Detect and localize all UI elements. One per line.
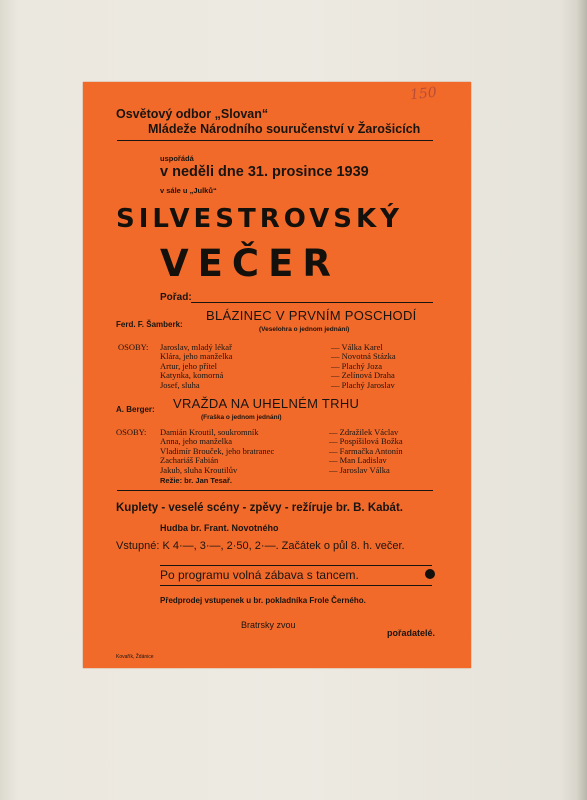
poster-title-line-2: VEČER: [160, 242, 340, 285]
organizer-line-2: Mládeže Národního souručenství v Žarošicích: [148, 122, 421, 136]
role-name: Jakub, sluha Kroutilův: [160, 464, 238, 475]
role-name: Klára, jeho manželka: [160, 351, 233, 362]
divider: [160, 585, 432, 586]
printer-credit: Kovařík, Ždánice: [116, 654, 154, 660]
play2-title: VRAŽDA NA UHELNÉM TRHU: [173, 396, 360, 411]
admission-line: Vstupné: K 4·—, 3·—, 2·50, 2·—. Začátek o půl 8. h. večer.: [116, 540, 405, 552]
divider: [191, 302, 433, 303]
event-poster: [83, 82, 471, 668]
play1-title: BLÁZINEC V PRVNÍM POSCHODÍ: [206, 308, 417, 323]
divider: [117, 140, 433, 141]
actor-name: — Novotná Stázka: [331, 351, 396, 362]
role-name: Vladimír Brouček, jeho bratranec: [160, 445, 275, 456]
signature: pořadatelé.: [387, 628, 436, 638]
program-label: Pořad:: [160, 292, 192, 303]
actor-name: — Zelínová Draha: [331, 370, 395, 381]
play2-director: Režie: br. Jan Tesař.: [160, 476, 232, 485]
play2-roles: [160, 428, 274, 475]
bullet-dot-icon: [425, 569, 435, 579]
actor-name: — Pospíšilová Božka: [329, 436, 403, 447]
kuplety-line: Kuplety - veselé scény - zpěvy - režíruje br. B. Kabát.: [116, 502, 403, 514]
organizer-line-1: Osvětový odbor „Slovan“: [116, 107, 269, 121]
play1-cast-label: OSOBY:: [118, 342, 149, 352]
actor-name: — Plachý Jaroslav: [331, 379, 395, 390]
role-name: Katynka, komorná: [160, 370, 224, 381]
divider: [117, 490, 433, 491]
play1-roles: [160, 343, 232, 390]
dance-line: Po programu volná zábava s tancem.: [160, 568, 359, 582]
usporada-text: uspořádá: [160, 154, 194, 163]
play1-subtitle: (Veselohra o jednom jednání): [259, 326, 350, 333]
page-binding-edge: [577, 0, 587, 800]
presale-line: Předprodej vstupenek u br. pokladníka Frole Černého.: [160, 596, 366, 605]
event-date: v neděli dne 31. prosince 1939: [160, 164, 369, 180]
actor-name: — Man Ladislav: [329, 455, 387, 466]
actor-name: — Farmačka Antonín: [329, 445, 403, 456]
actor-name: — Plachý Joza: [331, 360, 382, 371]
event-venue: v sále u „Julků“: [160, 186, 217, 195]
actor-name: — Zdražilek Václav: [329, 427, 399, 437]
handwritten-number: 150: [409, 84, 438, 104]
role-name: Jaroslav, mladý lékař: [160, 342, 232, 352]
role-name: Zachariáš Fabián: [160, 455, 219, 466]
music-credit: Hudba br. Frant. Novotného: [160, 523, 279, 533]
actor-name: — Válka Karel: [331, 342, 383, 352]
role-name: Damián Kroutil, soukromník: [160, 427, 259, 437]
poster-title-line-1: SILVESTROVSKÝ: [116, 204, 403, 234]
greeting: Bratrsky zvou: [241, 620, 296, 630]
role-name: Artur, jeho přítel: [160, 360, 218, 371]
play2-cast-label: OSOBY:: [116, 427, 147, 437]
play1-actors: [331, 343, 396, 390]
actor-name: — Jaroslav Válka: [329, 464, 390, 475]
play2-author: A. Berger:: [116, 405, 155, 414]
divider: [160, 565, 432, 566]
play2-subtitle: (Fraška o jednom jednání): [201, 414, 282, 421]
role-name: Josef, sluha: [160, 379, 200, 390]
play2-actors: [329, 428, 403, 475]
play1-author: Ferd. F. Šamberk:: [116, 320, 183, 329]
role-name: Anna, jeho manželka: [160, 436, 232, 447]
